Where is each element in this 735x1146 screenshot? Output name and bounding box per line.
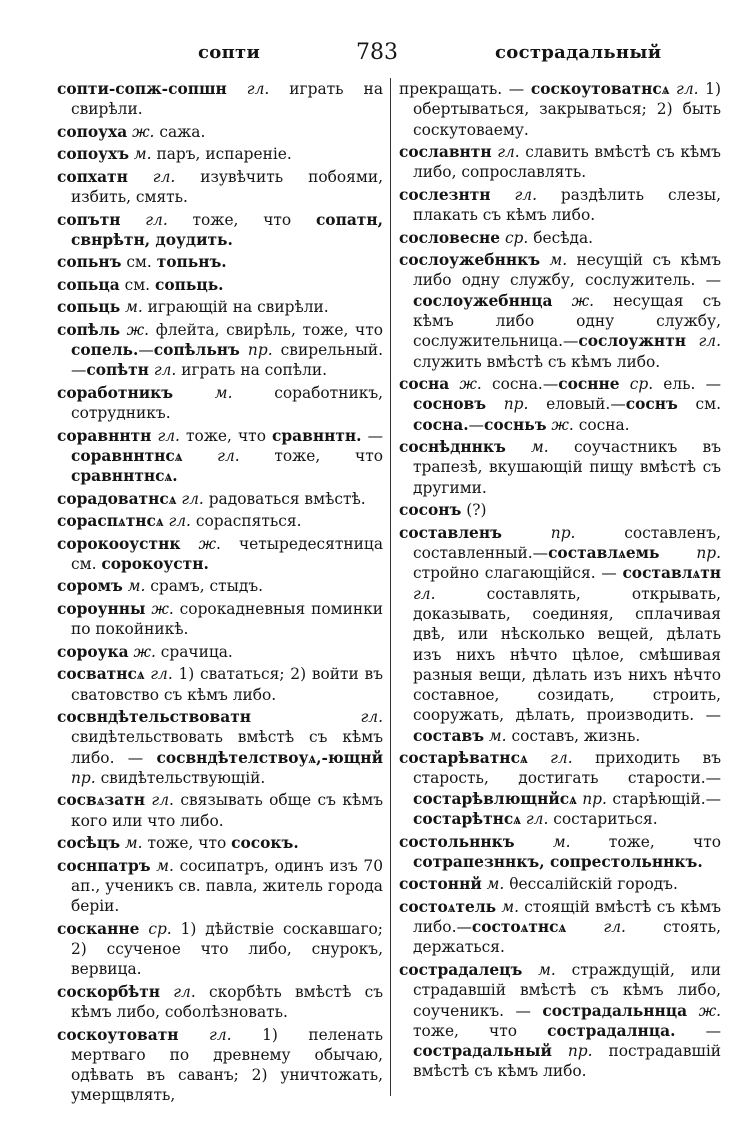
entry-definition: см. bbox=[677, 395, 721, 414]
entry-headword: сосканне bbox=[57, 919, 140, 938]
entry-headword: соскоутоватн bbox=[57, 1025, 179, 1044]
entry-definition: стоящій вмѣстѣ съ кѣмъ либо.— bbox=[413, 897, 722, 937]
entry-definition: бесѣда. bbox=[528, 228, 594, 247]
dictionary-entry bbox=[57, 664, 383, 705]
grammar-label: пр. bbox=[576, 789, 607, 808]
grammar-label: м. bbox=[120, 298, 143, 317]
entry-definition: 1) обертываться, закрываться; 2) быть соскутоваему. bbox=[413, 80, 721, 139]
dictionary-entry bbox=[57, 599, 383, 640]
dictionary-entry bbox=[399, 374, 721, 435]
entry-definition: стоять, держаться. bbox=[413, 918, 721, 957]
entry-definition: сорокадневныя поминки по покойникѣ. bbox=[71, 599, 383, 639]
entry-headword: сопьца bbox=[57, 275, 120, 294]
entry-headword: сораспѧтнсѧ bbox=[57, 512, 164, 531]
entry-headword: сопатн, свнрѣтн, доудить. bbox=[71, 210, 383, 249]
entry-headword: соромъ bbox=[57, 577, 123, 596]
grammar-label: ср. bbox=[139, 919, 172, 938]
running-headword-right: сострадальный bbox=[495, 42, 662, 63]
entry-definition: скорбѣть вмѣстѣ съ кѣмъ либо, соболѣзновать. bbox=[71, 982, 383, 1022]
grammar-label: гл. bbox=[151, 426, 180, 445]
entry-definition: играть на свирѣли. bbox=[71, 80, 383, 119]
entry-headword: сострадальннца bbox=[542, 1001, 688, 1020]
dictionary-entry bbox=[57, 320, 383, 381]
dictionary-entry bbox=[57, 1025, 383, 1106]
dictionary-entry bbox=[57, 167, 383, 208]
entry-headword: соснъ bbox=[625, 395, 678, 414]
entry-headword: составлѧтн bbox=[622, 564, 721, 583]
entry-definition: связывать обще съ кѣмъ кого или что либо. bbox=[71, 791, 383, 830]
entry-headword: сослезнтн bbox=[399, 185, 491, 204]
entry-headword: сопхатн bbox=[57, 167, 128, 186]
grammar-label: м. bbox=[150, 856, 174, 875]
entry-headword: сравннтнсѧ. bbox=[71, 467, 178, 486]
grammar-label: м. bbox=[122, 577, 146, 596]
entry-definition: тоже, что bbox=[570, 832, 721, 851]
grammar-label: ж. bbox=[128, 642, 156, 661]
entry-definition: прекращать. — bbox=[399, 80, 531, 98]
grammar-label: м. bbox=[481, 875, 505, 894]
entry-headword: сосокъ. bbox=[231, 834, 299, 853]
entry-definition: тоже, что bbox=[179, 426, 273, 445]
grammar-label: м. bbox=[173, 383, 233, 402]
entry-definition: еловый.— bbox=[528, 395, 626, 414]
dictionary-entry bbox=[399, 960, 721, 1082]
entry-headword: составлѧемь bbox=[548, 544, 660, 563]
entry-headword: составленъ bbox=[399, 523, 502, 542]
entry-definition: тоже, что bbox=[167, 210, 316, 229]
dictionary-entry bbox=[57, 144, 383, 164]
grammar-label: м. bbox=[514, 832, 571, 851]
dictionary-entry bbox=[57, 534, 383, 575]
entry-definition: (?) bbox=[461, 501, 487, 520]
grammar-label: пр. bbox=[486, 395, 529, 414]
grammar-label: гл. bbox=[120, 210, 168, 229]
entry-headword: состоѧтель bbox=[399, 897, 497, 916]
dictionary-entry bbox=[57, 511, 383, 531]
dictionary-entry bbox=[57, 642, 383, 662]
entry-headword: сострадальный bbox=[413, 1042, 552, 1061]
entry-definition: старѣющій.— bbox=[606, 789, 721, 808]
entry-definition: сораспяться. bbox=[190, 512, 302, 531]
entry-definition: играть на сопѣли. bbox=[176, 361, 328, 380]
entry-definition: радоваться вмѣстѣ. bbox=[203, 489, 366, 508]
entry-headword: соскоутоватнсѧ bbox=[530, 80, 670, 98]
entry-headword: соравннтнсѧ bbox=[71, 446, 183, 465]
entry-definition: составлять, открывать, доказывать, соединяя, сплачивая двѣ, или нѣсколько вещей, дѣлать изъ нихъ нѣчто цѣлое, смѣшивая разныя вещи, дѣлать изъ нихъ нѣчто составное, созидать, строить, сооружать, дѣлать, производить. — bbox=[413, 584, 721, 725]
dictionary-entry bbox=[57, 833, 383, 853]
grammar-label: ж. bbox=[687, 1001, 721, 1020]
entry-headword: сопьць bbox=[57, 298, 121, 317]
entry-definition: соучастникъ въ трапезѣ, вкушающій пищу вмѣстѣ съ другими. bbox=[413, 438, 721, 497]
entry-definition: см. bbox=[119, 275, 155, 294]
entry-definition: тоже, что bbox=[239, 446, 383, 465]
entry-definition: сосна. bbox=[573, 415, 630, 434]
entry-definition: четыредесятница см. bbox=[71, 534, 383, 573]
dictionary-entry bbox=[399, 79, 721, 140]
grammar-label: гл. bbox=[520, 810, 549, 829]
dictionary-entry bbox=[399, 523, 721, 746]
entry-headword: сослоужебннца bbox=[413, 291, 553, 310]
entry-headword: сотрапезннкъ, сопрестольннкъ. bbox=[413, 852, 703, 871]
entry-headword: сосна. bbox=[413, 415, 469, 434]
dictionary-entry bbox=[57, 576, 383, 596]
grammar-label: гл. bbox=[160, 982, 196, 1001]
grammar-label: пр. bbox=[239, 341, 273, 360]
entry-headword: состарѣвлющнйсѧ bbox=[413, 789, 577, 808]
entry-headword: сосна bbox=[399, 375, 450, 394]
dictionary-entry bbox=[399, 897, 721, 958]
entry-headword: топьнъ. bbox=[156, 253, 227, 272]
dictionary-entry bbox=[399, 874, 721, 894]
entry-headword: сопътн bbox=[57, 210, 121, 229]
entry-headword: состоннй bbox=[399, 875, 482, 894]
entry-definition: — bbox=[138, 341, 154, 360]
grammar-label: ср. bbox=[500, 228, 529, 247]
grammar-label: гл. bbox=[163, 512, 191, 531]
entry-headword: сопьць. bbox=[154, 275, 224, 294]
column-divider bbox=[390, 78, 391, 1096]
dictionary-entry bbox=[57, 210, 383, 251]
grammar-label: м. bbox=[129, 145, 152, 164]
entry-headword: составъ bbox=[413, 726, 485, 745]
dictionary-entry bbox=[57, 982, 383, 1023]
entry-definition: состариться. bbox=[548, 810, 658, 829]
entry-headword: сопѣль bbox=[57, 320, 121, 339]
entry-headword: сосвндѣтельствоватн bbox=[57, 707, 252, 726]
entry-definition: тоже, что bbox=[413, 1021, 548, 1040]
grammar-label: гл. bbox=[566, 918, 626, 937]
dictionary-entry bbox=[57, 383, 383, 424]
grammar-label: ж. bbox=[449, 375, 482, 394]
entry-definition: славить вмѣстѣ съ кѣмъ либо, сопрославлять. bbox=[413, 143, 721, 182]
entry-headword: сопѣльнъ bbox=[153, 341, 240, 360]
entry-definition: приходить въ старость, достигать старости.— bbox=[413, 749, 721, 788]
entry-definition: сосна.— bbox=[481, 375, 559, 394]
grammar-label: гл. bbox=[176, 489, 204, 508]
dictionary-entry bbox=[399, 832, 721, 873]
entry-headword: соснѣдннкъ bbox=[399, 438, 506, 457]
entry-definition: свидѣтельствующій. bbox=[95, 768, 266, 787]
grammar-label: ж. bbox=[180, 534, 221, 553]
dictionary-entry bbox=[57, 275, 383, 295]
entry-definition: флейта, свирѣль, тоже, что bbox=[149, 320, 383, 339]
grammar-label: ж. bbox=[552, 291, 595, 310]
grammar-label: ж. bbox=[546, 415, 574, 434]
grammar-label: гл. bbox=[669, 80, 699, 98]
dictionary-entry bbox=[57, 79, 383, 120]
entry-headword: сослоужнтн bbox=[578, 332, 686, 351]
entry-headword: сопѣтн bbox=[86, 361, 149, 380]
entry-headword: соснне bbox=[558, 375, 620, 394]
entry-definition: составъ, жизнь. bbox=[506, 726, 641, 745]
entry-headword: сопель. bbox=[71, 341, 139, 360]
grammar-label: гл. bbox=[145, 791, 174, 810]
dictionary-entry bbox=[399, 500, 721, 520]
entry-definition: страждущій, или страдавшій вмѣстѣ съ кѣмъ либо, соученикъ. — bbox=[413, 960, 721, 1020]
grammar-label: гл. bbox=[251, 707, 383, 726]
dictionary-entry bbox=[57, 919, 383, 980]
entry-definition: 1) свататься; 2) войти въ сватовство съ кѣмъ либо. bbox=[71, 665, 383, 704]
entry-definition: играющій на свирѣли. bbox=[142, 298, 329, 317]
entry-headword: сосньъ bbox=[484, 415, 547, 434]
entry-headword: сострадалнца. bbox=[547, 1021, 676, 1040]
dictionary-entry bbox=[57, 297, 383, 317]
grammar-label: гл. bbox=[178, 1025, 232, 1044]
entry-definition: срамъ, стыдъ. bbox=[145, 577, 264, 596]
grammar-label: гл. bbox=[182, 446, 240, 465]
entry-headword: сословесне bbox=[399, 228, 501, 247]
entry-headword: сорокооустнк bbox=[57, 534, 181, 553]
dictionary-entry bbox=[57, 252, 383, 272]
entry-headword: сопоуха bbox=[57, 122, 128, 141]
entry-headword: сосонъ bbox=[399, 501, 462, 520]
entry-headword: состарѣтнсѧ bbox=[413, 810, 521, 829]
entry-headword: сорокоустн. bbox=[101, 554, 209, 573]
entry-definition: θессалійскій городъ. bbox=[504, 875, 678, 894]
entry-definition: 1) пеленать мертваго по древнему обычаю, одѣвать въ саванъ; 2) уничтожать, умерщвлять, bbox=[71, 1025, 383, 1105]
entry-headword: состарѣватнсѧ bbox=[399, 749, 528, 768]
entry-headword: состоѧтнсѧ bbox=[471, 918, 567, 937]
entry-definition: — bbox=[468, 415, 484, 434]
entry-definition: составленъ, составленный.— bbox=[413, 523, 721, 563]
entry-definition: соработникъ, сотрудникъ. bbox=[71, 383, 384, 423]
entry-headword: сорадоватнсѧ bbox=[57, 489, 177, 508]
entry-definition: паръ, испареніе. bbox=[151, 145, 292, 164]
grammar-label: ж. bbox=[145, 599, 174, 618]
dictionary-entry bbox=[57, 790, 383, 831]
grammar-label: гл. bbox=[527, 749, 573, 768]
entry-headword: сослоужебннкъ bbox=[399, 251, 541, 270]
dictionary-entry bbox=[57, 856, 383, 917]
entry-definition: несущая съ кѣмъ либо одну службу, сослужительница.— bbox=[413, 291, 721, 351]
grammar-label: гл. bbox=[148, 361, 177, 380]
dictionary-entry bbox=[57, 707, 383, 788]
entry-definition: — bbox=[675, 1021, 721, 1040]
page-number: 783 bbox=[356, 40, 398, 65]
entry-headword: соравннтн bbox=[57, 426, 152, 445]
dictionary-entry bbox=[399, 437, 721, 498]
grammar-label: м. bbox=[120, 834, 143, 853]
entry-headword: сосвндѣтелствоуѧ,-ющнй bbox=[156, 748, 383, 767]
entry-headword: сославнтн bbox=[399, 143, 492, 162]
entry-definition: — bbox=[361, 426, 383, 445]
dictionary-entry bbox=[57, 426, 383, 487]
grammar-label: пр. bbox=[501, 523, 576, 542]
entry-headword: сопоухъ bbox=[57, 145, 130, 164]
entry-definition: сажа. bbox=[154, 122, 206, 141]
entry-definition: 1) дѣйствіе соскавшаго; 2) ссученое что либо, снурокъ, вервица. bbox=[71, 919, 383, 979]
entry-headword: сопти-сопж-сопшн bbox=[57, 80, 227, 98]
grammar-label: пр. bbox=[659, 544, 721, 563]
right-column bbox=[399, 79, 721, 1084]
grammar-label: пр. bbox=[551, 1042, 593, 1061]
grammar-label: ж. bbox=[120, 320, 150, 339]
entry-headword: сороунны bbox=[57, 599, 146, 618]
grammar-label: м. bbox=[484, 726, 507, 745]
dictionary-entry bbox=[399, 185, 721, 226]
grammar-label: м. bbox=[496, 897, 520, 916]
entry-headword: соснпатръ bbox=[57, 856, 151, 875]
grammar-label: гл. bbox=[490, 185, 537, 204]
entry-headword: сосватнсѧ bbox=[57, 665, 145, 684]
entry-headword: сосѣцъ bbox=[57, 834, 121, 853]
entry-definition: свирельный.— bbox=[71, 341, 383, 380]
entry-definition: изувѣчить побоями, избить, смять. bbox=[71, 167, 383, 207]
grammar-label: гл. bbox=[686, 332, 721, 351]
entry-definition: сосипатръ, одинъ изъ 70 ап., ученикъ св. павла, житель города беріи. bbox=[71, 856, 384, 916]
dictionary-entry bbox=[399, 748, 721, 829]
entry-definition: см. bbox=[121, 253, 157, 272]
grammar-label: ср. bbox=[619, 375, 654, 394]
entry-definition: тоже, что bbox=[142, 834, 232, 853]
grammar-label: пр. bbox=[71, 768, 96, 787]
dictionary-entry bbox=[399, 250, 721, 372]
entry-headword: соработникъ bbox=[57, 383, 174, 402]
entry-definition: несущій съ кѣмъ либо одну службу, сослужитель. — bbox=[413, 251, 721, 290]
entry-headword: сосвѧзатн bbox=[57, 791, 145, 810]
grammar-label: гл. bbox=[226, 80, 270, 98]
grammar-label: гл. bbox=[127, 167, 176, 186]
entry-headword: сравннтн. bbox=[272, 426, 362, 445]
dictionary-entry bbox=[57, 122, 383, 142]
entry-headword: сопьнъ bbox=[57, 253, 122, 272]
dictionary-entry bbox=[399, 228, 721, 248]
entry-headword: соскорбѣтн bbox=[57, 982, 161, 1001]
grammar-label: м. bbox=[540, 251, 568, 270]
dictionary-entry bbox=[399, 142, 721, 183]
entry-definition: свидѣтельствовать вмѣстѣ съ кѣмъ либо. — bbox=[71, 728, 383, 767]
grammar-label: м. bbox=[522, 960, 556, 979]
running-headword-left: сопти bbox=[198, 42, 261, 63]
entry-headword: сосновъ bbox=[413, 395, 487, 414]
entry-definition: срачица. bbox=[155, 642, 233, 661]
grammar-label: гл. bbox=[144, 665, 173, 684]
entry-definition: стройно слагающійся. — bbox=[413, 564, 623, 583]
entry-definition: раздѣлить слезы, плакать съ кѣмъ либо. bbox=[413, 185, 721, 225]
grammar-label: м. bbox=[505, 438, 549, 457]
page-header bbox=[0, 40, 735, 70]
entry-definition: ель. — bbox=[653, 375, 721, 394]
entry-headword: состольннкъ bbox=[399, 832, 515, 851]
entry-definition: пострадавшій вмѣстѣ съ кѣмъ либо. bbox=[413, 1042, 721, 1081]
grammar-label: ж. bbox=[127, 122, 155, 141]
entry-definition: служить вмѣстѣ съ кѣмъ либо. bbox=[413, 352, 661, 371]
grammar-label: гл. bbox=[413, 584, 436, 603]
grammar-label: гл. bbox=[491, 143, 520, 162]
dictionary-entry bbox=[57, 489, 383, 509]
left-column bbox=[57, 79, 383, 1108]
entry-headword: сороука bbox=[57, 642, 129, 661]
entry-headword: сострадалецъ bbox=[399, 960, 523, 979]
